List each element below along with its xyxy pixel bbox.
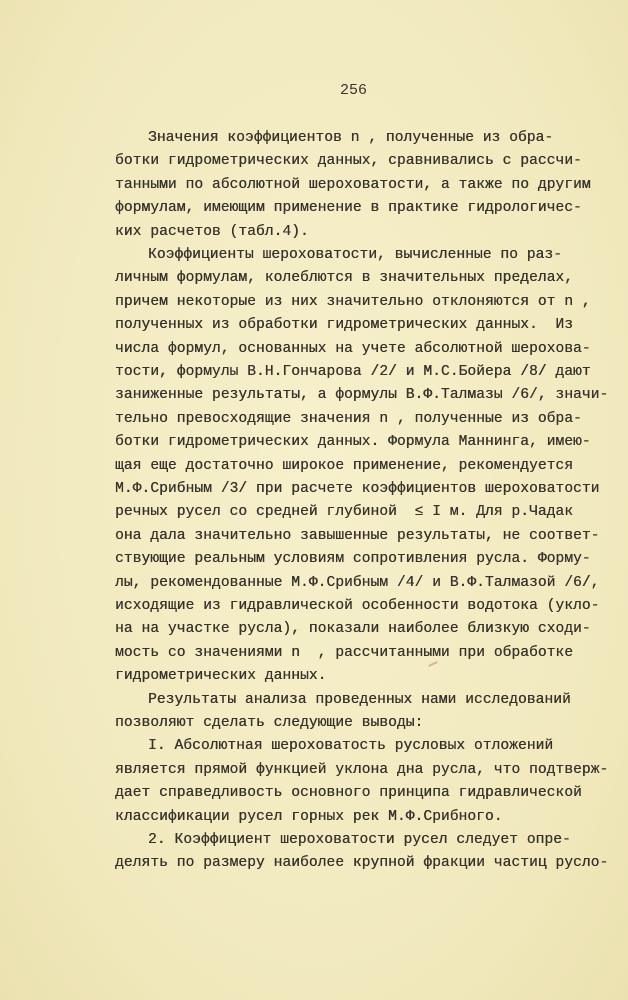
- text-line: Коэффициенты шероховатости, вычисленные по раз-: [148, 247, 562, 263]
- text-line: на на участке русла), показали наиболее близкую сходи-: [115, 621, 591, 638]
- text-line: 2. Коэффициент шероховатости русел следует опре-: [148, 832, 571, 848]
- text-line: щая еще достаточно широкое применение, рекомендуется: [115, 457, 573, 474]
- text-line: причем некоторые из них значительно отклоняются от n ,: [115, 293, 591, 310]
- text-line: ботки гидрометрических данных, сравнивались с рассчи-: [115, 153, 582, 170]
- text-line: формулам, имеющим применение в практике гидрологичес-: [115, 200, 582, 217]
- text-line: исходящие из гидравлической особенности водотока (укло-: [115, 598, 600, 614]
- text-line: позволяют сделать следующие выводы:: [115, 715, 424, 731]
- text-line: числа формул, основанных на учете абсолютной шерохова-: [115, 340, 591, 357]
- text-line: полученных из обработки гидрометрических данных. Из: [115, 317, 573, 334]
- text-line: личным формулам, колеблются в значительных пределах,: [115, 270, 573, 287]
- text-line: ботки гидрометрических данных. Формула Маннинга, имею-: [115, 434, 591, 451]
- text-line: тельно превосходящие значения n , полученные из обра-: [115, 410, 582, 427]
- text-line: речных русел со средней глубиной ≤ I м. Для р.Чадак: [115, 504, 573, 521]
- text-line: Значения коэффициентов n , полученные из обра-: [148, 130, 554, 146]
- text-line: гидрометрических данных.: [115, 668, 327, 685]
- text-line: является прямой функцией уклона дна русла, что подтверж-: [115, 761, 609, 778]
- text-line: танными по абсолютной шероховатости, а также по другим: [115, 176, 591, 193]
- text-line: Результаты анализа проведенных нами исследований: [148, 691, 571, 708]
- text-line: классификации русел горных рек М.Ф.Срибного.: [115, 808, 503, 825]
- text-line: лы, рекомендованные М.Ф.Срибным /4/ и В.Ф.Талмазой /6/,: [115, 574, 600, 591]
- text-line: ких расчетов (табл.4).: [115, 223, 309, 240]
- text-line: I. Абсолютная шероховатость русловых отложений: [148, 738, 554, 755]
- page-number: 256: [340, 82, 368, 99]
- text-line: М.Ф.Срибным /3/ при расчете коэффициентов шероховатости: [115, 481, 600, 497]
- text-line: делять по размеру наиболее крупной фракции частиц русло-: [115, 855, 609, 872]
- text-line: дает справедливость основного принципа гидравлической: [115, 785, 582, 802]
- text-line: заниженные результаты, а формулы В.Ф.Талмазы /6/, значи-: [115, 387, 609, 404]
- text-line: мость со значениями n , рассчитанными при обработке: [115, 644, 573, 661]
- text-line: ствующие реальным условиям сопротивления русла. Форму-: [115, 551, 591, 568]
- paper-stain: [428, 661, 438, 667]
- text-line: она дала значительно завышенные результаты, не соответ-: [115, 527, 600, 544]
- text-line: тости, формулы В.Н.Гончарова /2/ и М.С.Бойера /8/ дают: [115, 364, 591, 380]
